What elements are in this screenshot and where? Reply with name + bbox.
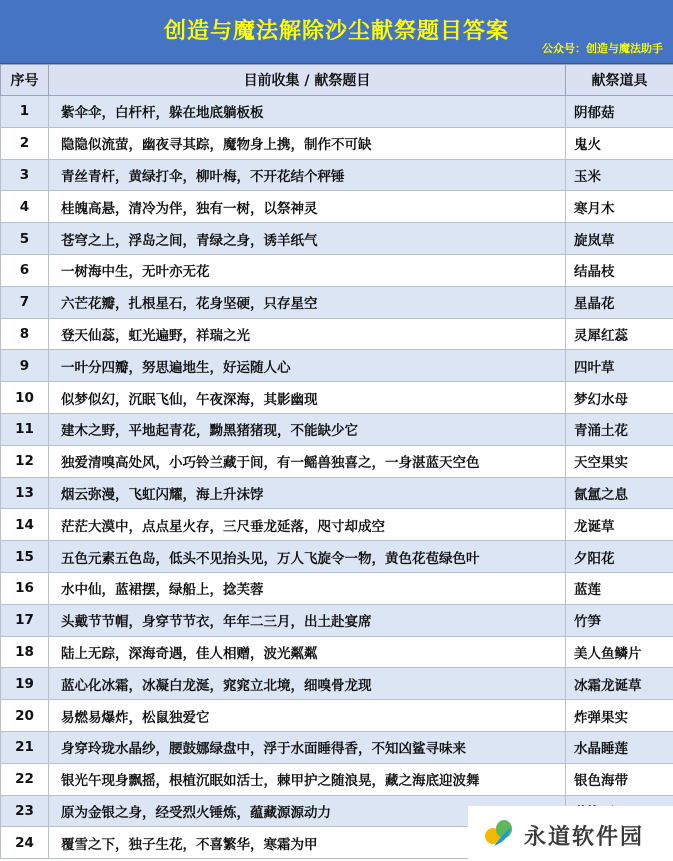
row-question: 银光午现身飘摇，根植沉眠如活士，棘甲护之随浪晃，藏之海底迎波舞 (49, 763, 566, 795)
row-number: 6 (1, 254, 49, 286)
row-number: 21 (1, 731, 49, 763)
row-question: 蓝心化冰霜，冰凝白龙涎，窕窕立北境，细嗅骨龙现 (49, 668, 566, 700)
row-item: 阴郁菇 (566, 96, 673, 128)
answer-table (0, 64, 673, 859)
row-item: 夕阳花 (566, 541, 673, 573)
row-question: 六芒花瓣，扎根星石，花身坚硬，只存星空 (49, 286, 566, 318)
table-row (1, 668, 673, 700)
row-item: 炸弹果实 (566, 700, 673, 732)
row-question: 头戴节节帽，身穿节节衣，年年二三月，出土赴宴席 (49, 604, 566, 636)
row-number: 12 (1, 445, 49, 477)
row-number: 8 (1, 318, 49, 350)
table-row (1, 509, 673, 541)
row-question: 烟云弥漫，飞虹闪耀，海上升沫饽 (49, 477, 566, 509)
row-question: 青丝青杆，黄绿打伞，柳叶梅，不开花结个秤锤 (49, 159, 566, 191)
row-item: 美人鱼鳞片 (566, 636, 673, 668)
row-question: 独爱清嗅高处风，小巧铃兰藏于间，有一鳐兽独喜之，一身湛蓝天空色 (49, 445, 566, 477)
table-row (1, 223, 673, 255)
row-question: 一叶分四瓣，努思遍地生，好运随人心 (49, 350, 566, 382)
column-header-item: 献祭道具 (566, 65, 673, 96)
row-number: 4 (1, 191, 49, 223)
row-item: 天空果实 (566, 445, 673, 477)
table-row (1, 191, 673, 223)
row-question: 茫茫大漠中，点点星火存，三尺垂龙延落，咫寸却成空 (49, 509, 566, 541)
row-item: 鬼火 (566, 127, 673, 159)
title-banner (0, 0, 673, 64)
table-row (1, 159, 673, 191)
row-number: 19 (1, 668, 49, 700)
row-number: 24 (1, 827, 49, 859)
row-item: 氤氲之息 (566, 477, 673, 509)
table-row (1, 286, 673, 318)
row-number: 16 (1, 572, 49, 604)
row-question: 一树海中生，无叶亦无花 (49, 254, 566, 286)
page-title: 创造与魔法解除沙尘献祭题目答案 (163, 19, 509, 44)
row-question: 覆雪之下，独子生花，不喜繁华，寒霜为甲 (49, 827, 566, 859)
row-item: 银色海带 (566, 763, 673, 795)
table-row (1, 127, 673, 159)
leaf-logo-icon (484, 819, 514, 849)
row-number: 11 (1, 413, 49, 445)
row-item: 冰霜龙诞草 (566, 668, 673, 700)
row-number: 23 (1, 795, 49, 827)
row-number: 9 (1, 350, 49, 382)
row-item: 水晶睡莲 (566, 731, 673, 763)
row-item: 寒月木 (566, 191, 673, 223)
table-row (1, 382, 673, 414)
table-row (1, 604, 673, 636)
row-item: 竹笋 (566, 604, 673, 636)
row-number: 5 (1, 223, 49, 255)
table-row (1, 477, 673, 509)
table-row (1, 541, 673, 573)
row-item: 青涌土花 (566, 413, 673, 445)
row-question: 似梦似幻，沉眠飞仙，午夜深海，其影幽现 (49, 382, 566, 414)
watermark (468, 806, 673, 861)
row-question: 苍穹之上，浮岛之间，青绿之身，诱羊纸气 (49, 223, 566, 255)
row-question: 五色元素五色岛，低头不见抬头见，万人飞旋令一物，黄色花苞绿色叶 (49, 541, 566, 573)
watermark-text: 永道软件园 (524, 825, 645, 850)
row-item: 星晶花 (566, 286, 673, 318)
row-number: 1 (1, 96, 49, 128)
row-question: 易燃易爆炸，松鼠独爱它 (49, 700, 566, 732)
row-question: 登天仙蕊，虹光遍野，祥瑞之光 (49, 318, 566, 350)
row-item: 灵犀红蕊 (566, 318, 673, 350)
row-number: 15 (1, 541, 49, 573)
table-row (1, 350, 673, 382)
row-item: 蓝莲 (566, 572, 673, 604)
row-number: 7 (1, 286, 49, 318)
column-header-question: 目前收集 / 献祭题目 (49, 65, 566, 96)
row-item: 四叶草 (566, 350, 673, 382)
row-number: 2 (1, 127, 49, 159)
table-row (1, 731, 673, 763)
page-subtitle: 公众号：创造与魔法助手 (542, 42, 663, 55)
row-number: 22 (1, 763, 49, 795)
row-question: 紫伞伞，白杆杆，躲在地底躺板板 (49, 96, 566, 128)
row-item: 玉米 (566, 159, 673, 191)
table-row (1, 96, 673, 128)
row-question: 原为金银之身，经受烈火锤炼，蕴藏源源动力 (49, 795, 566, 827)
table-row (1, 318, 673, 350)
row-question: 隐隐似流萤，幽夜寻其踪，魔物身上携，制作不可缺 (49, 127, 566, 159)
table-header-row (1, 65, 673, 96)
row-question: 身穿玲珑水晶纱，腰鼓娜绿盘中，浮于水面睡得香，不知凶鲨寻味来 (49, 731, 566, 763)
row-item: 梦幻水母 (566, 382, 673, 414)
table-row (1, 445, 673, 477)
row-question: 陆上无踪，深海奇遇，佳人相赠，波光粼粼 (49, 636, 566, 668)
row-number: 18 (1, 636, 49, 668)
row-item: 结晶枝 (566, 254, 673, 286)
table-row (1, 413, 673, 445)
row-question: 桂魄高悬，清冷为伴，独有一树，以祭神灵 (49, 191, 566, 223)
table-row (1, 572, 673, 604)
row-number: 3 (1, 159, 49, 191)
row-item: 旋岚草 (566, 223, 673, 255)
row-question: 水中仙，蓝裙摆，绿船上，捻芙蓉 (49, 572, 566, 604)
column-header-number: 序号 (1, 65, 49, 96)
table-row (1, 700, 673, 732)
row-item: 龙诞草 (566, 509, 673, 541)
row-number: 10 (1, 382, 49, 414)
table-row (1, 636, 673, 668)
row-question: 建木之野，平地起青花，黝黑猪猪现，不能缺少它 (49, 413, 566, 445)
table-row (1, 763, 673, 795)
row-number: 14 (1, 509, 49, 541)
row-number: 17 (1, 604, 49, 636)
row-number: 13 (1, 477, 49, 509)
row-number: 20 (1, 700, 49, 732)
table-row (1, 254, 673, 286)
